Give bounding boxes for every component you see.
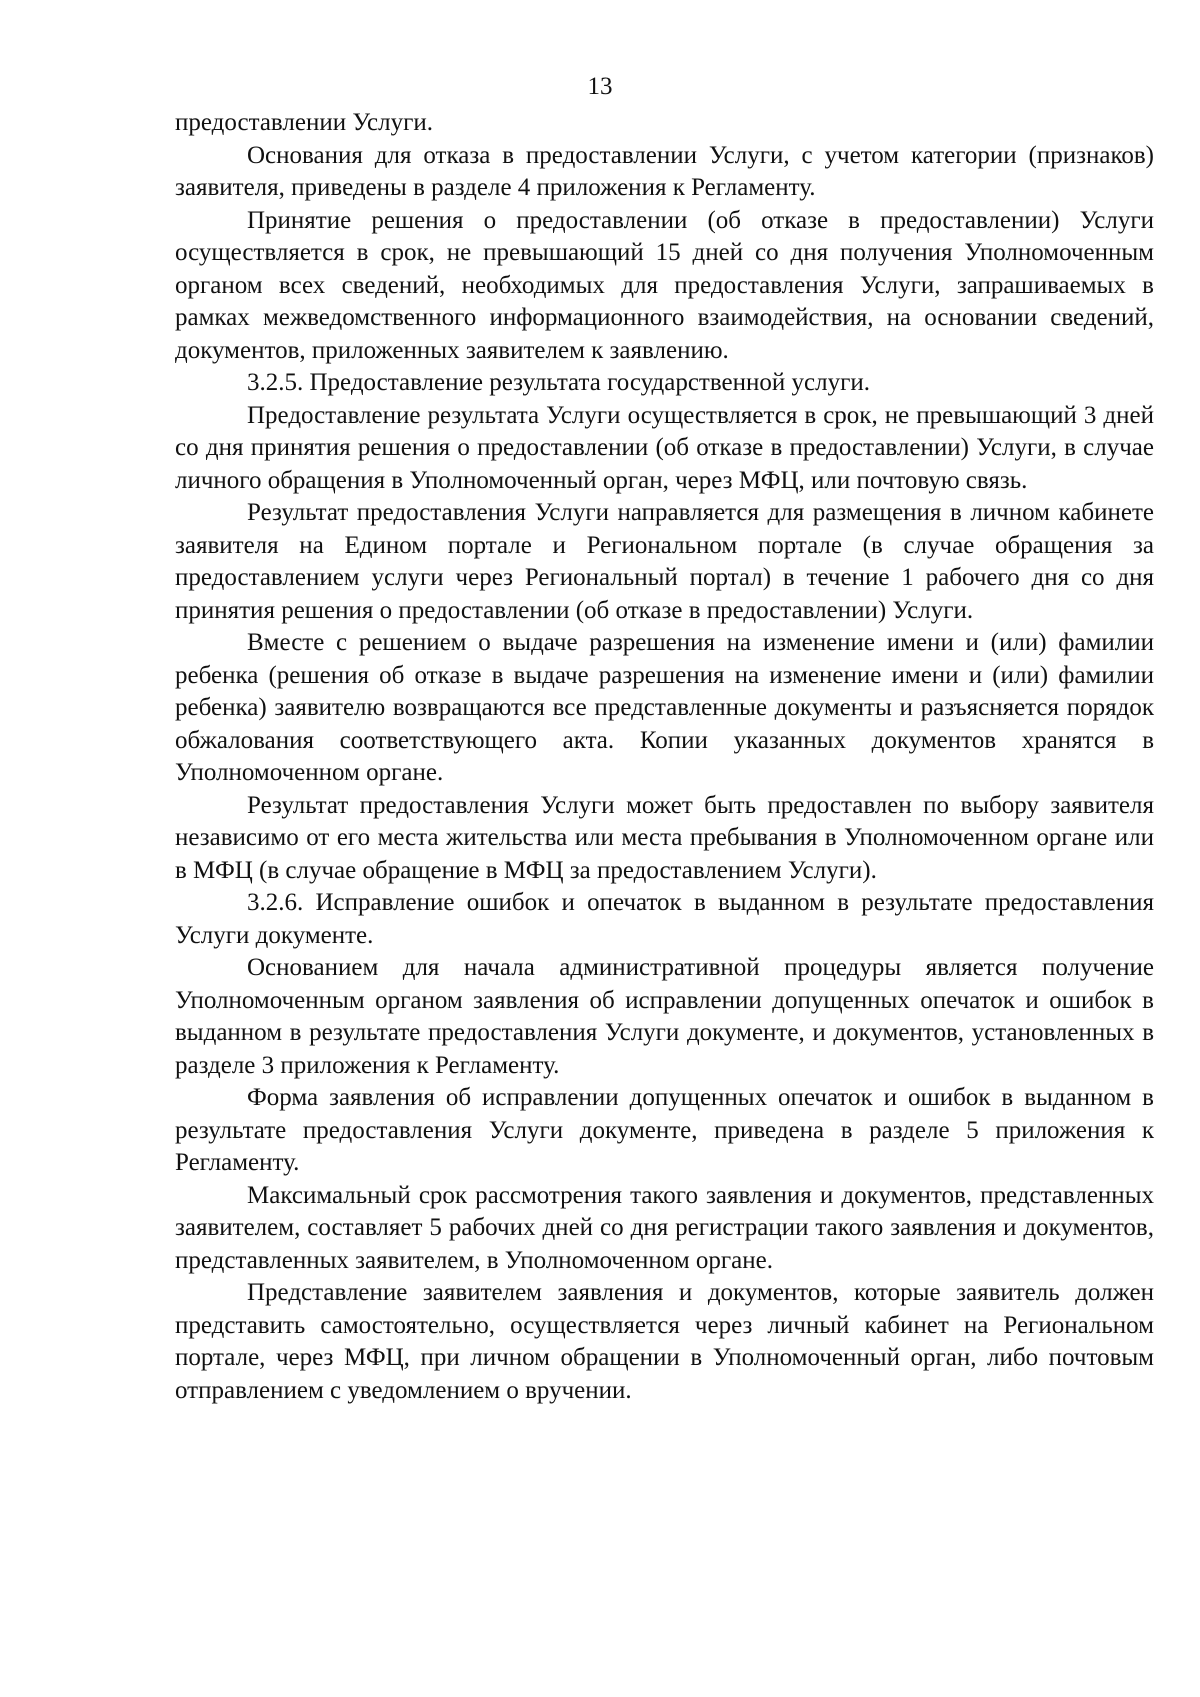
section-heading-3-2-6: 3.2.6. Исправление ошибок и опечаток в выданном в результате предоставления Услуги документе.: [175, 889, 1154, 949]
paragraph-decision-term: Принятие решения о предоставлении (об отказе в предоставлении) Услуги осуществляется в срок, не превышающий 15 дней со дня получения Уполномоченным органом всех сведений, необходимых для предоставления Услуги, запрашиваемых в рамках межведомственного информационного взаимодействия, на основании сведений, документов, приложенных заявителем к заявлению.: [175, 206, 1154, 364]
paragraph-submission-methods: Представление заявителем заявления и документов, которые заявитель должен представить самостоятельно, осуществляется через личный кабинет на Региональном портале, через МФЦ, при личном обращении в Уполномоченный орган, либо почтовым отправлением с уведомлением о вручении.: [175, 1279, 1154, 1404]
paragraph-correction-basis: Основанием для начала административной процедуры является получение Уполномоченным органом заявления об исправлении допущенных опечаток и ошибок в выданном в результате предоставления Услуги документе, и документов, установленных в разделе 3 приложения к Регламенту.: [175, 954, 1154, 1079]
paragraph-review-term: Максимальный срок рассмотрения такого заявления и документов, представленных заявителем, составляет 5 рабочих дней со дня регистрации такого заявления и документов, представленных заявителем, в Уполномоченном органе.: [175, 1181, 1154, 1274]
paragraph-result-choice: Результат предоставления Услуги может быть предоставлен по выбору заявителя независимо от его места жительства или места пребывания в Уполномоченном органе или в МФЦ (в случае обращение в МФЦ за предоставлением Услуги).: [175, 791, 1154, 884]
paragraph-correction-form: Форма заявления об исправлении допущенных опечаток и ошибок в выданном в результате предоставления Услуги документе, приведена в разделе 5 приложения к Регламенту.: [175, 1084, 1154, 1176]
section-heading-3-2-5: 3.2.5. Предоставление результата государственной услуги.: [247, 369, 870, 396]
paragraph-result-term: Предоставление результата Услуги осуществляется в срок, не превышающий 3 дней со дня принятия решения о предоставлении (об отказе в предоставлении) Услуги, в случае личного обращения в Уполномоченный орган, через МФЦ, или почтовую связь.: [175, 401, 1154, 494]
paragraph-refusal-grounds: Основания для отказа в предоставлении Услуги, с учетом категории (признаков) заявителя, приведены в разделе 4 приложения к Регламенту.: [175, 141, 1154, 201]
paragraph-continuation: предоставлении Услуги.: [175, 109, 433, 136]
body-text: [175, 107, 1154, 1407]
paragraph-result-cabinet: Результат предоставления Услуги направляется для размещения в личном кабинете заявителя на Едином портале и Региональном портале (в случае обращения за предоставлением услуги через Региональный портал) в течение 1 рабочего дня со дня принятия решения о предоставлении (об отказе в предоставлении) Услуги.: [175, 499, 1154, 624]
page-number: 13: [587, 73, 613, 100]
paragraph-documents-return: Вместе с решением о выдаче разрешения на изменение имени и (или) фамилии ребенка (решения об отказе в выдаче разрешения на изменение имени и (или) фамилии ребенка) заявителю возвращаются все представленные документы и разъясняется порядок обжалования соответствующего акта. Копии указанных документов хранятся в Уполномоченном органе.: [175, 629, 1154, 786]
